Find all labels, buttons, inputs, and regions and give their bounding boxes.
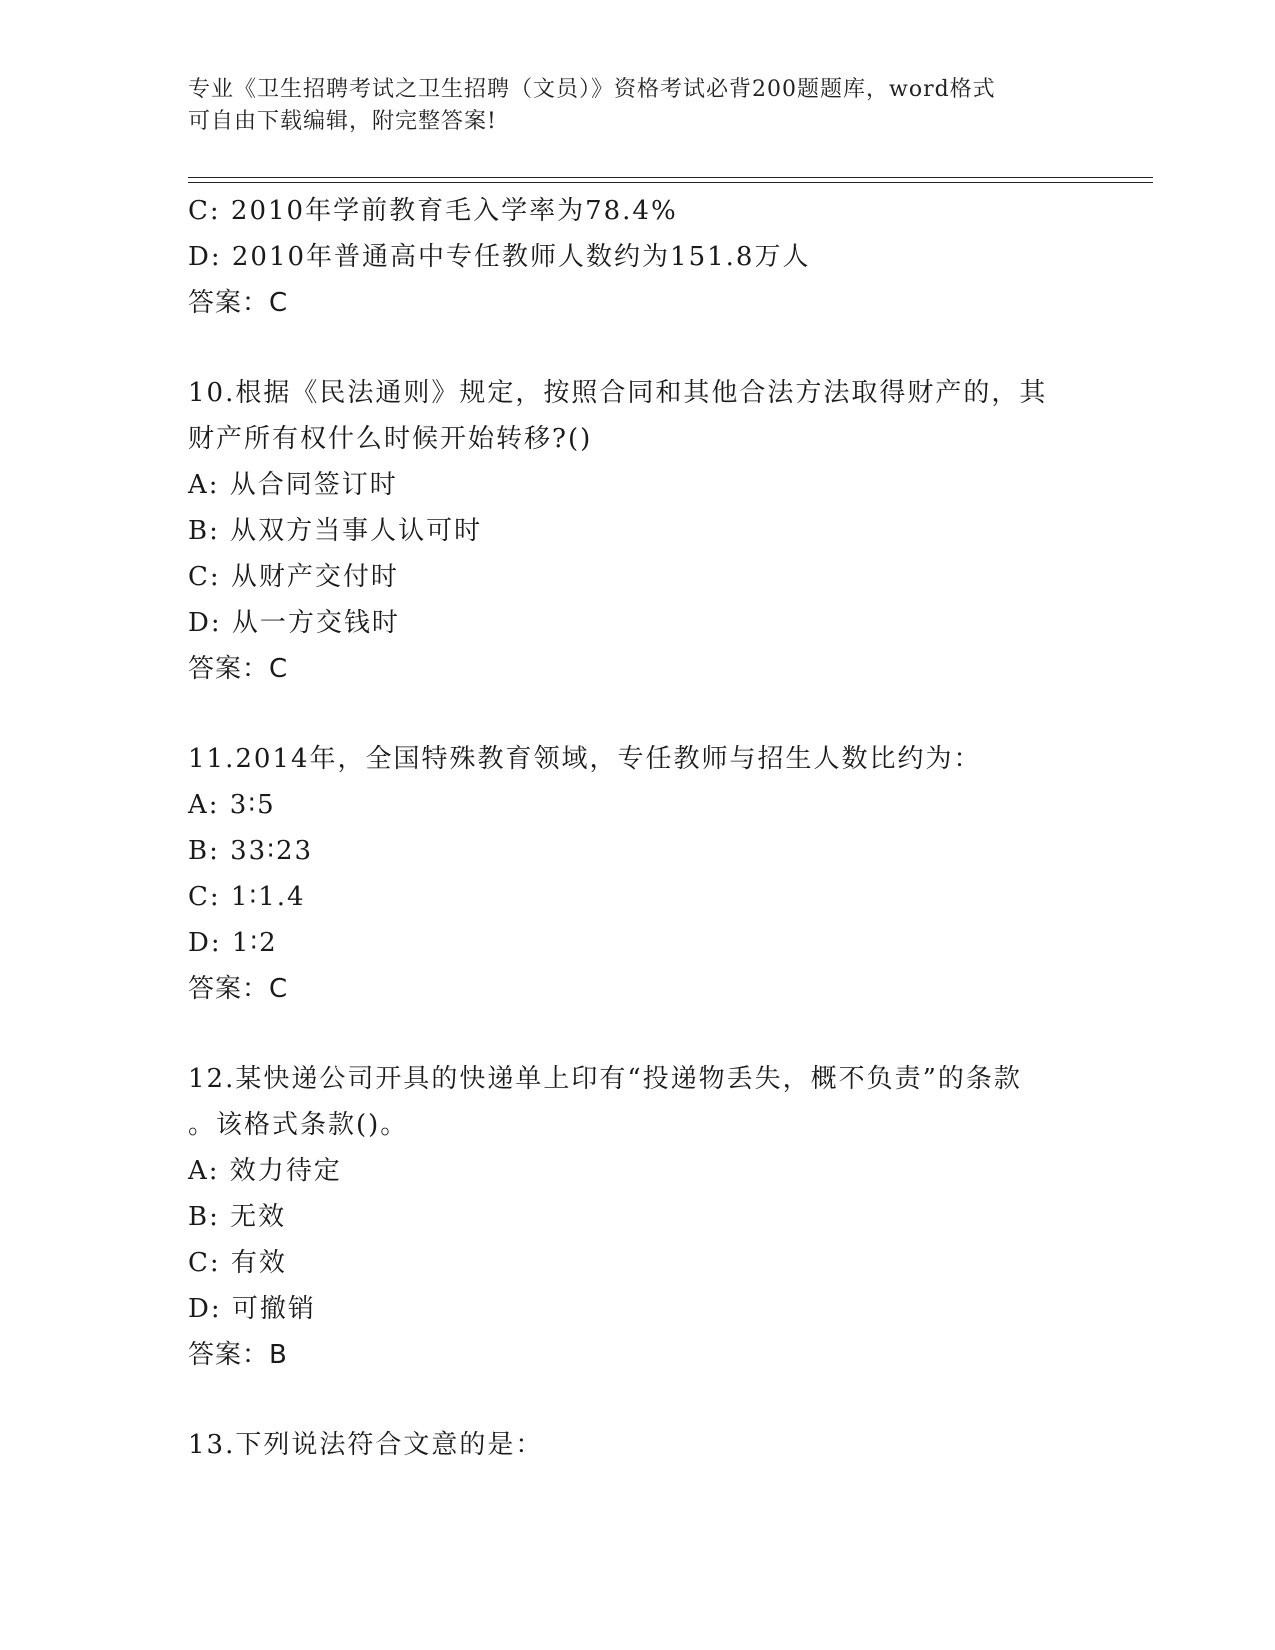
- spacer: [188, 1378, 1088, 1422]
- question-stem-line-1: 12.某快递公司开具的快递单上印有“投递物丢失，概不负责”的条款: [188, 1064, 1022, 1094]
- option-b: B: 无效: [188, 1202, 287, 1232]
- question-block-10: [188, 370, 1088, 692]
- question-stem-line-1: 11.2014年，全国特殊教育领域，专任教师与招生人数比约为：: [188, 744, 982, 774]
- option-d: D: 1∶2: [188, 928, 278, 958]
- question-block-13: [188, 1422, 1088, 1468]
- option-a: A: 效力待定: [188, 1156, 342, 1186]
- header-rule-bottom: [188, 182, 1153, 183]
- option-b: B: 从双方当事人认可时: [188, 516, 483, 546]
- question-stem-line-1: 13.下列说法符合文意的是：: [188, 1430, 544, 1460]
- option-c: C: 从财产交付时: [188, 562, 399, 592]
- option-d: D: 从一方交钱时: [188, 608, 400, 638]
- option-a: A: 从合同签订时: [188, 470, 398, 500]
- question-stem-line-1: 10.根据《民法通则》规定，按照合同和其他合法方法取得财产的，其: [188, 378, 1048, 408]
- question-block-previous: [188, 188, 1088, 326]
- header-title-line-2: 可自由下载编辑，附完整答案!: [188, 109, 497, 134]
- option-a: A: 3∶5: [188, 790, 276, 820]
- option-c: C: 2010年学前教育毛入学率为78.4%: [188, 196, 678, 226]
- question-stem-line-2: 。该格式条款()。: [188, 1110, 409, 1140]
- question-block-12: [188, 1056, 1088, 1378]
- header-rule-top: [188, 177, 1153, 178]
- document-header: [188, 74, 1068, 138]
- answer-line: 答案：C: [188, 654, 289, 684]
- spacer: [188, 326, 1088, 370]
- option-c: C: 1∶1.4: [188, 882, 306, 912]
- spacer: [188, 692, 1088, 736]
- option-c: C: 有效: [188, 1248, 287, 1278]
- spacer: [188, 1012, 1088, 1056]
- option-b: B: 33∶23: [188, 836, 314, 866]
- option-d: D: 2010年普通高中专任教师人数约为151.8万人: [188, 242, 811, 272]
- answer-line: 答案：C: [188, 974, 289, 1004]
- header-title-line-1: 专业《卫生招聘考试之卫生招聘（文员）》资格考试必背200题题库，word格式: [188, 77, 996, 102]
- answer-line: 答案：B: [188, 1340, 288, 1370]
- question-stem-line-2: 财产所有权什么时候开始转移?(): [188, 424, 593, 454]
- question-block-11: [188, 736, 1088, 1012]
- question-list: [188, 188, 1088, 1468]
- answer-line: 答案：C: [188, 288, 289, 318]
- option-d: D: 可撤销: [188, 1294, 316, 1324]
